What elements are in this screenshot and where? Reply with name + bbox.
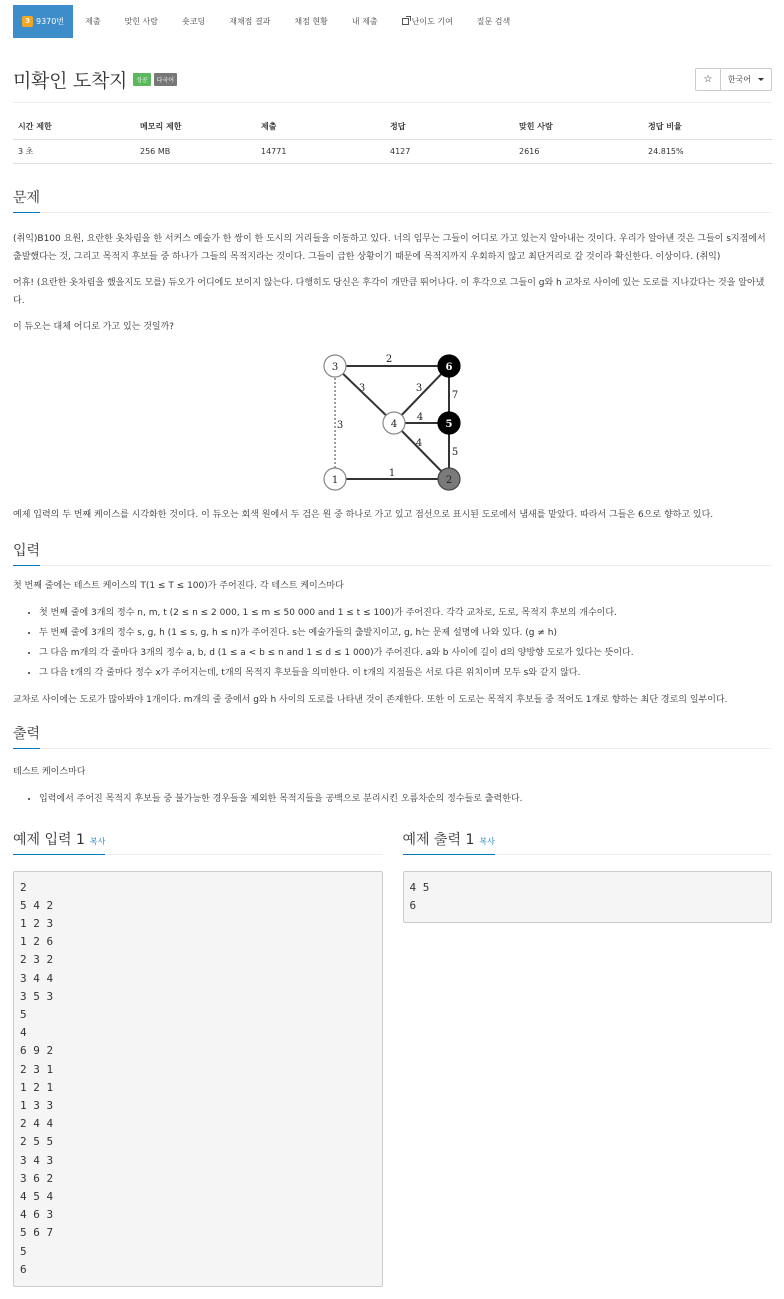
node-4-label: 4 (390, 418, 397, 430)
weight-4-5: 4 (416, 411, 423, 423)
node-1-label: 1 (331, 474, 338, 486)
divider (13, 102, 772, 103)
table-header-row (13, 115, 772, 139)
header-memory-limit: 메모리 제한 (135, 115, 256, 139)
memory-limit-value: 256 MB (135, 139, 256, 163)
external-link-icon (402, 18, 409, 25)
problem-info-table (13, 115, 772, 164)
node-5-label: 5 (445, 418, 452, 430)
sample-input-heading (13, 825, 383, 855)
tab-solvers[interactable]: 맞힌 사람 (124, 17, 159, 26)
weight-3-1: 3 (336, 419, 343, 431)
page (0, 5, 784, 1287)
accepted-value: 4127 (385, 139, 514, 163)
weight-6-5: 7 (451, 389, 458, 401)
edge-3-4 (335, 366, 394, 423)
weight-1-2: 1 (388, 467, 395, 479)
tab-my-submissions[interactable]: 내 제출 (351, 17, 378, 26)
tab-problem-label: 9370번 (36, 17, 65, 26)
star-button[interactable] (695, 68, 721, 91)
header-ratio: 정답 비율 (643, 115, 772, 139)
sample-output[interactable]: 4 5 6 (403, 871, 773, 923)
list-item: • 그 다음 t개의 각 줄마다 정수 x가 주어지는데, t개의 목적지 후보들을 의미한다. 이 t개의 지점들은 서로 다른 위치이며 모두 s와 같지 않다. (39, 663, 772, 683)
list-item: • 첫 번째 줄에 3개의 정수 n, m, t (2 ≤ n ≤ 2 000, 1 ≤ m ≤ 50 000 and 1 ≤ t ≤ 100)가 주어진다. 각각 교차로, 도로, 목적지 후보의 개수이다. (39, 603, 772, 623)
problem-menu (13, 5, 772, 39)
input-heading (13, 536, 772, 566)
problem-paragraph-3: 이 듀오는 대체 어디로 가고 있는 것일까? (13, 321, 175, 332)
star-icon: ☆ (703, 73, 713, 85)
title-tools (695, 68, 772, 91)
tab-difficulty-label: 난이도 기여 (411, 17, 453, 26)
graph-svg (318, 348, 468, 494)
weight-3-4: 3 (358, 382, 365, 394)
input-heading-text: 입력 (13, 540, 40, 566)
sample-input-panel (13, 825, 383, 1287)
solvers-value: 2616 (514, 139, 643, 163)
title-row (13, 66, 772, 92)
output-list (13, 789, 772, 809)
weight-4-2: 4 (415, 437, 422, 449)
problem-heading-text: 문제 (13, 187, 40, 213)
header-solvers: 맞힌 사람 (514, 115, 643, 139)
copy-output-button[interactable]: 복사 (479, 836, 495, 846)
graph-caption: 예제 입력의 두 번째 케이스를 시각화한 것이다. 이 듀오는 회색 원에서 두 검은 원 중 하나로 가고 있고 점선으로 표시된 도로에서 냄새를 맡았다. 따라서 그들은 6으로 향하고 있다. (13, 509, 714, 520)
list-item: • 두 번째 줄에 3개의 정수 s, g, h (1 ≤ s, g, h ≤ n)가 주어진다. s는 예술가들의 출발지이고, g, h는 문제 설명에 나와 있다. (g ≠ h) (39, 623, 772, 643)
header-time-limit: 시간 제한 (13, 115, 135, 139)
sample-input[interactable]: 2 5 4 2 1 2 3 1 2 6 2 3 2 3 4 4 3 5 3 5 4 6 9 2 2 3 1 1 2 1 1 3 3 2 4 4 2 5 5 3 4 3 3 6 2 4 5 4 4 6 3 5 6 7 5 6 (13, 871, 383, 1287)
sample-output-heading (403, 825, 773, 855)
problem-paragraph-2: 어휴! (요란한 옷차림을 했을지도 모를) 듀오가 어디에도 보이지 않는다. 다행히도 당신은 후각이 개만큼 뛰어나다. 이 후각으로 그들이 g와 h 교차로 사이에 있는 도로를 지나갔다는 것을 알아냈다. (13, 277, 765, 306)
list-item: • 그 다음 m개의 각 줄마다 3개의 정수 a, b, d (1 ≤ a < b ≤ n and 1 ≤ d ≤ 1 000)가 주어진다. a와 b 사이에 길이 d의 양방향 도로가 있다는 뜻이다. (39, 643, 772, 663)
output-heading (13, 719, 772, 749)
node-3-label: 3 (331, 361, 338, 373)
problem-paragraph-1: (취익)B100 요원, 요란한 옷차림을 한 서커스 예술가 한 쌍이 한 도시의 거리들을 이동하고 있다. 너의 임무는 그들이 어디로 가고 있는지 알아내는 것이다. 우리가 알아낸 것은 그들이 s지점에서 출발했다는 것, 그리고 목적지 후보들 중 하나가 그들의 목적지라는 것이다. 그들이 급한 상황이기 때문에 목적지까지 우회하지 않고 최단거리로 갈 것이라 확신한다. 이상이다. (취익) (13, 233, 766, 262)
weight-4-6: 3 (415, 382, 422, 394)
tab-submit[interactable]: 제출 (85, 17, 101, 26)
weight-5-2: 5 (451, 446, 458, 458)
time-limit-value: 3 초 (13, 139, 135, 163)
status-badge-language: 다국어 (154, 73, 177, 86)
node-6-label: 6 (445, 361, 452, 373)
tab-shortcoding[interactable]: 숏코딩 (182, 17, 206, 26)
tab-rejudge[interactable]: 재채점 결과 (229, 17, 271, 26)
list-item: • 입력에서 주어진 목적지 후보들 중 불가능한 경우들을 제외한 목적지들을 공백으로 분리시킨 오름차순의 정수들로 출력한다. (39, 789, 772, 809)
status-badge-success: 성공 (133, 73, 151, 86)
node-2-label: 2 (445, 474, 452, 486)
page-title: 미확인 도착지 (13, 69, 128, 92)
header-submissions: 제출 (256, 115, 385, 139)
tab-judge-status[interactable]: 채점 현황 (294, 17, 328, 26)
weight-3-6: 2 (385, 353, 392, 365)
problem-heading (13, 183, 772, 213)
caret-down-icon (758, 78, 764, 81)
tier-icon: 3 (22, 16, 33, 27)
tab-questions[interactable]: 질문 검색 (476, 17, 511, 26)
tab-difficulty[interactable] (390, 5, 465, 38)
graph-figure (13, 348, 772, 494)
submissions-value: 14771 (256, 139, 385, 163)
language-dropdown[interactable] (721, 68, 772, 91)
sample-output-panel (403, 825, 773, 1287)
output-paragraph-1: 테스트 케이스마다 (13, 766, 86, 777)
table-row (13, 139, 772, 163)
tab-problem[interactable] (13, 5, 73, 38)
language-label: 한국어 (727, 74, 751, 84)
sample-output-title: 예제 출력 1 (402, 831, 475, 848)
header-accepted: 정답 (385, 115, 514, 139)
input-list (13, 603, 772, 683)
edge-4-2 (394, 423, 449, 479)
copy-input-button[interactable]: 복사 (89, 836, 106, 846)
sample-input-title: 예제 입력 1 (13, 831, 85, 848)
output-heading-text: 출력 (13, 723, 40, 749)
ratio-value: 24.815% (643, 139, 772, 163)
input-paragraph-2: 교차로 사이에는 도로가 많아봐야 1개이다. m개의 줄 중에서 g와 h 사이의 도로를 나타낸 것이 존재한다. 또한 이 도로는 목적지 후보들 중 적어도 1개로 향하는 최단 경로의 일부이다. (13, 694, 728, 705)
examples (13, 825, 772, 1287)
input-paragraph-1: 첫 번째 줄에는 테스트 케이스의 T(1 ≤ T ≤ 100)가 주어진다. 각 테스트 케이스마다 (13, 580, 344, 591)
